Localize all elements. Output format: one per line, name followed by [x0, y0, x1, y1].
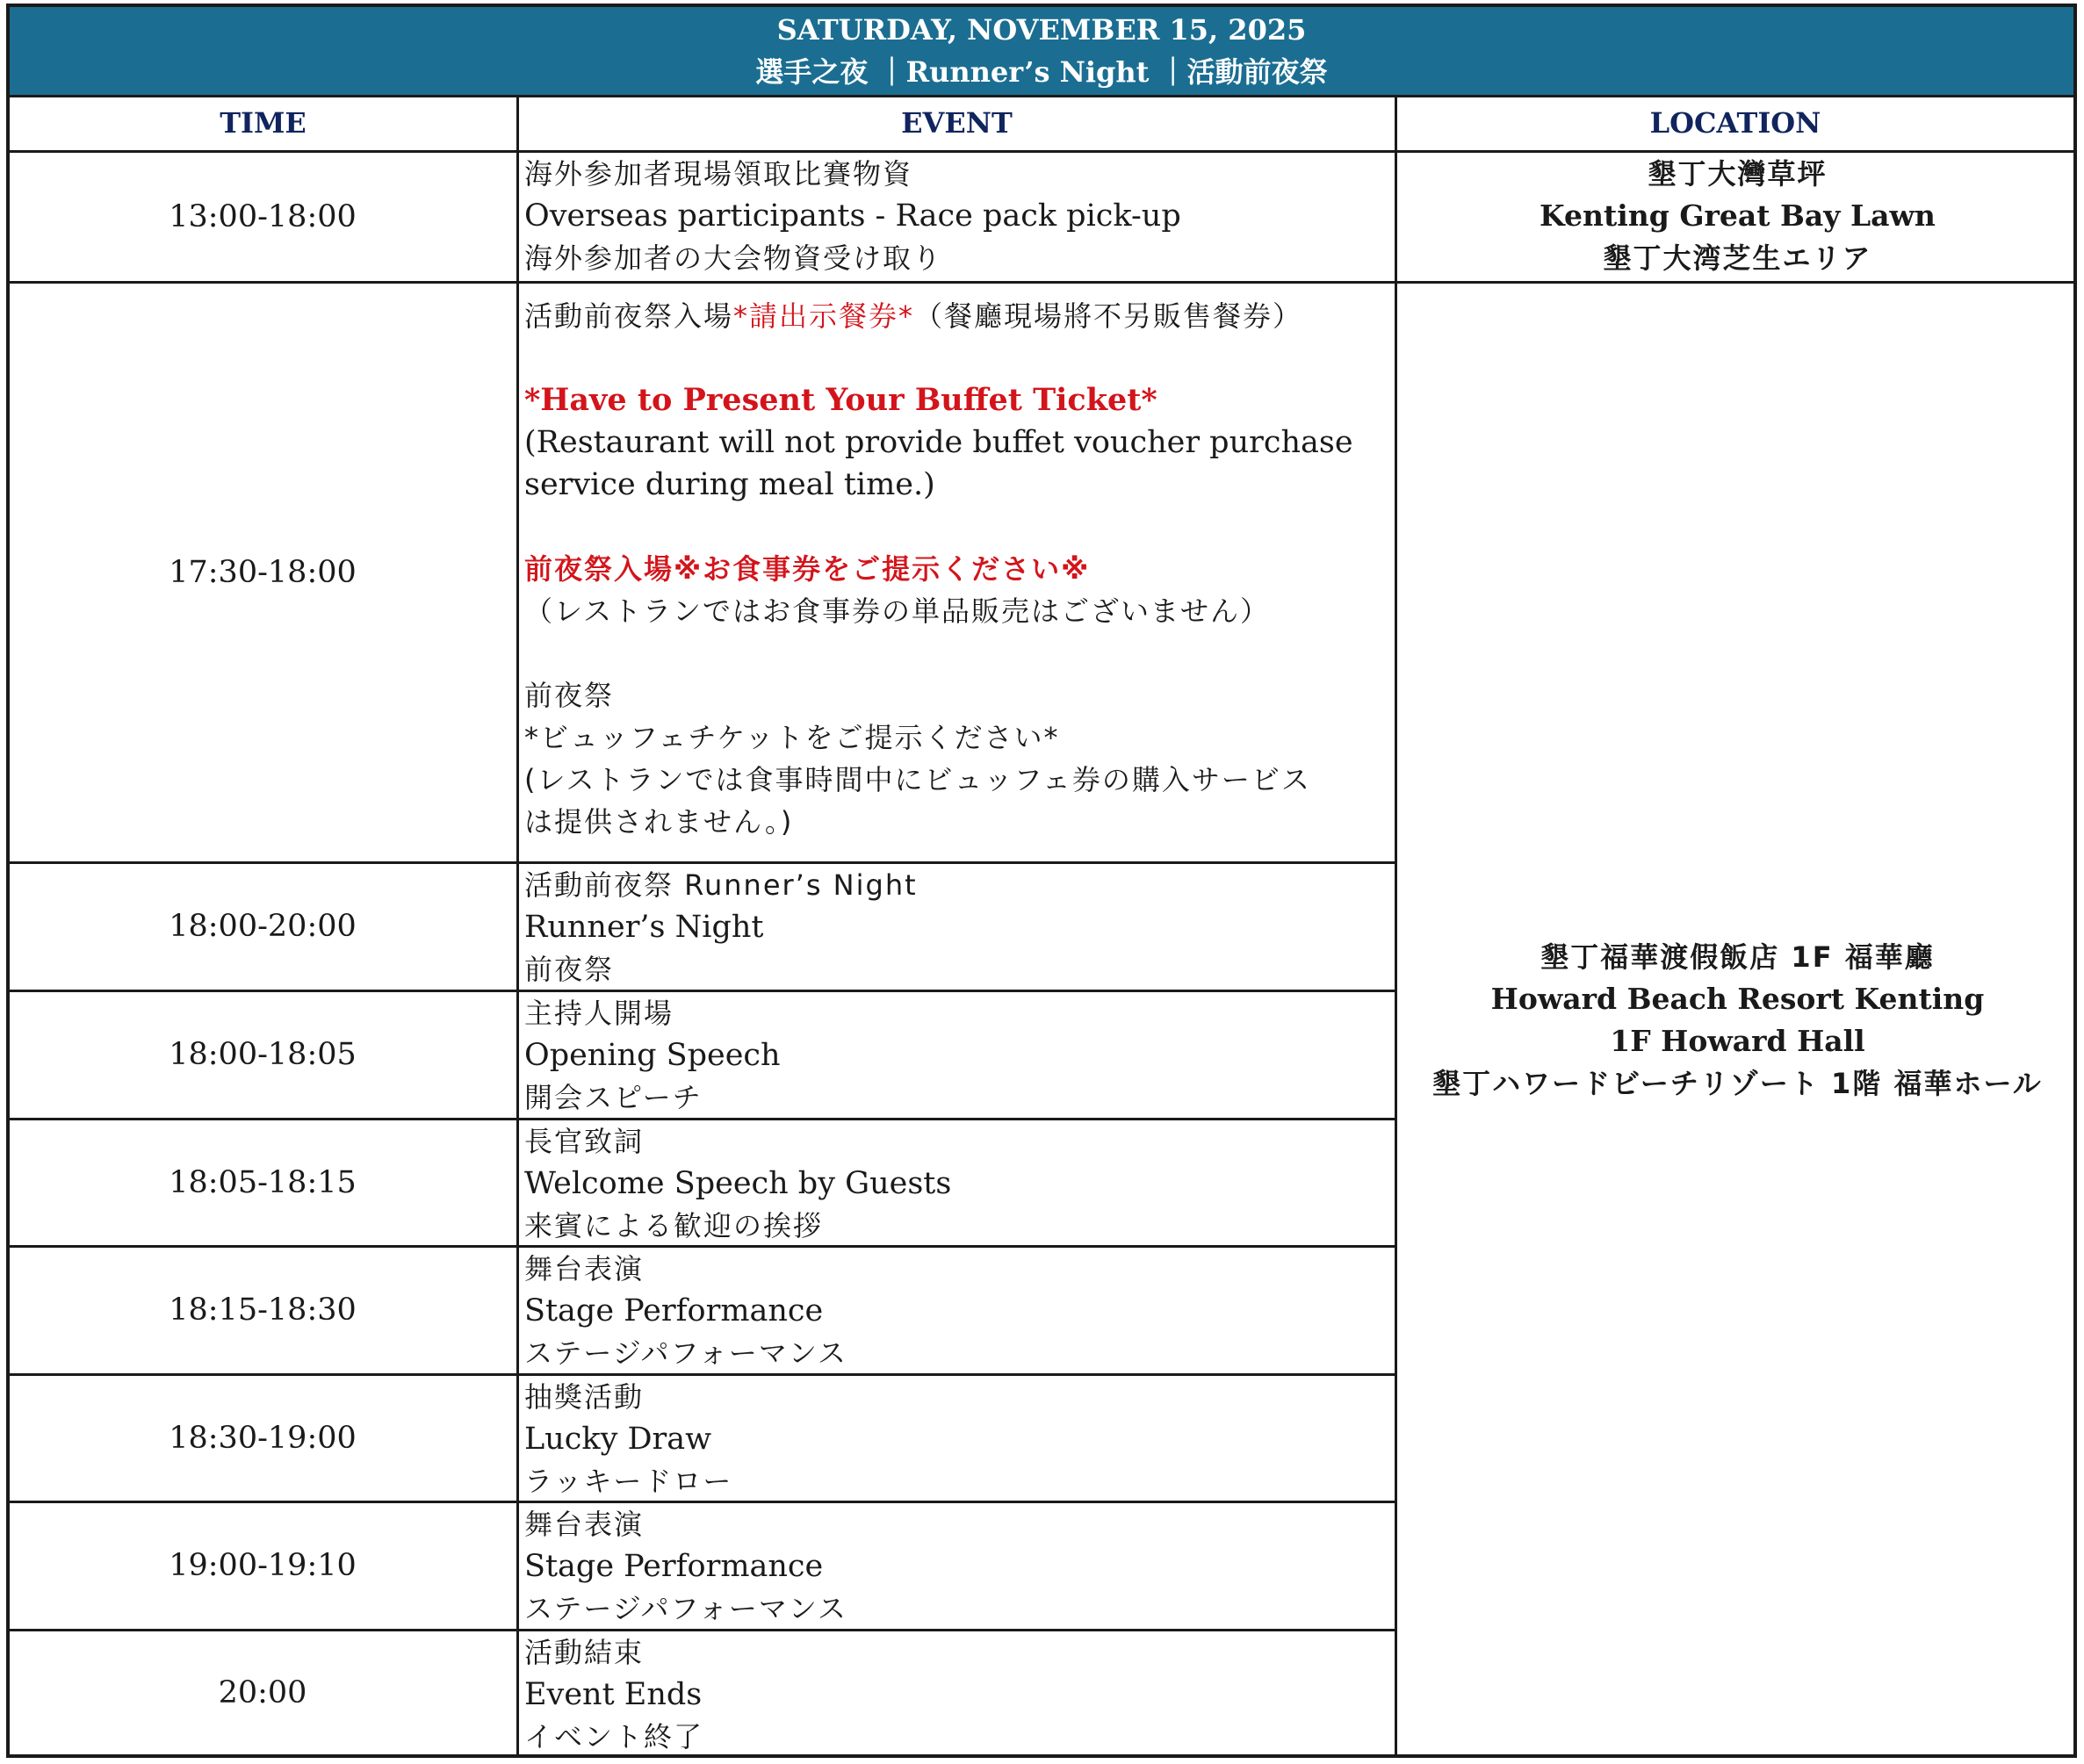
location-lawn [1402, 153, 2073, 279]
event-zh: 主持人開場 [524, 997, 674, 1030]
location-en-hall: 1F Howard Hall [1610, 1024, 1865, 1058]
row-time: 18:05-18:15 [169, 1165, 357, 1200]
row-time: 13:00-18:00 [169, 199, 357, 234]
location-ja: 墾丁大湾芝生エリア [1603, 241, 1872, 275]
event-en: Lucky Draw [524, 1422, 712, 1457]
event-zh: 舞台表演 [524, 1252, 645, 1285]
schedule-table [6, 4, 2077, 1758]
divider-time-event [516, 95, 519, 1754]
event-ja: イベント終了 [524, 1720, 704, 1753]
row-event [524, 1503, 1394, 1630]
event-ja: 海外参加者の大会物資受け取り [524, 241, 943, 275]
row-event [524, 992, 1394, 1119]
column-header-location: LOCATION [1649, 106, 1821, 140]
column-header-event: EVENT [901, 106, 1013, 140]
schedule-grid [10, 95, 2073, 1754]
ticket-required-zh: *請出示餐券* [733, 299, 915, 333]
banner-subtitle: 選手之夜 ｜Runner’s Night ｜活動前夜祭 [755, 55, 1328, 89]
row-event [524, 864, 1394, 990]
event-en: Stage Performance [524, 1549, 824, 1584]
ticket-required-en: *Have to Present Your Buffet Ticket* [524, 382, 1157, 418]
event-ja: ラッキードロー [524, 1465, 733, 1498]
row-time: 18:00-18:05 [169, 1037, 357, 1072]
event-zh: 海外参加者現場領取比賽物資 [524, 157, 913, 191]
event-en: Opening Speech [524, 1038, 781, 1073]
no-sale-note-en: (Restaurant will not provide buffet voucher purchase service during meal time.) [524, 425, 1353, 502]
no-sale-note-ja2: (レストランでは食事時間中にビュッフェ券の購入サービス [524, 763, 1311, 796]
event-zh: 舞台表演 [524, 1508, 645, 1541]
event-en: Event Ends [524, 1677, 703, 1712]
event-ja: ステージパフォーマンス [524, 1592, 847, 1625]
row-time: 18:30-19:00 [169, 1421, 357, 1456]
row-event [524, 1120, 1394, 1247]
ticket-required-ja2: *ビュッフェチケットをご提示ください* [524, 721, 1060, 754]
row-time: 18:15-18:30 [169, 1292, 357, 1328]
event-en: Welcome Speech by Guests [524, 1166, 952, 1201]
divider-event-location [1395, 95, 1397, 1754]
no-sale-note-ja: （レストランではお食事券の単品販売はございません） [524, 594, 1271, 628]
event-zh: 抽獎活動 [524, 1380, 645, 1414]
event-en: Runner’s Night [524, 910, 764, 945]
event-zh: 活動結束 [524, 1636, 645, 1669]
event-ja: 前夜祭 [524, 953, 615, 986]
row-divider [10, 95, 2073, 97]
entry-text: 活動前夜祭入場 [524, 299, 734, 333]
row-event-entry [524, 295, 1394, 843]
event-ja-title: 前夜祭 [524, 679, 615, 712]
location-zh: 墾丁福華渡假飯店 1F 福華廳 [1540, 940, 1935, 974]
location-en: Howard Beach Resort Kenting [1490, 982, 1985, 1016]
no-sale-note-ja2-cont: は提供されません。) [524, 805, 794, 839]
row-time: 17:30-18:00 [169, 555, 357, 590]
location-howard-hall [1402, 936, 2073, 1105]
row-event [524, 153, 1394, 279]
location-ja: 墾丁ハワードビーチリゾート 1階 福華ホール [1432, 1067, 2043, 1100]
row-time: 20:00 [218, 1675, 307, 1710]
row-event [524, 1376, 1394, 1502]
banner-date: SATURDAY, NOVEMBER 15, 2025 [776, 13, 1307, 47]
event-zh [524, 295, 1394, 337]
row-time: 18:00-20:00 [169, 909, 357, 944]
row-time: 19:00-19:10 [169, 1548, 357, 1583]
event-zh: 長官致詞 [524, 1125, 645, 1158]
event-zh: 活動前夜祭 Runner’s Night [524, 868, 918, 902]
date-banner [10, 7, 2073, 95]
row-event [524, 1248, 1394, 1374]
location-zh: 墾丁大灣草坪 [1648, 157, 1828, 191]
ticket-required-ja: 前夜祭入場※お食事券をご提示ください※ [524, 552, 1091, 586]
event-en: Stage Performance [524, 1293, 824, 1328]
event-en: Overseas participants - Race pack pick-up [524, 198, 1181, 234]
row-event [524, 1631, 1394, 1758]
location-en: Kenting Great Bay Lawn [1540, 198, 1936, 233]
event-ja: 開会スピーチ [524, 1081, 703, 1114]
no-sale-note-zh: （餐廳現場將不另販售餐券） [914, 299, 1303, 333]
column-header-time: TIME [220, 106, 306, 140]
event-ja: 来賓による歓迎の挨拶 [524, 1209, 824, 1242]
event-ja: ステージパフォーマンス [524, 1336, 847, 1370]
